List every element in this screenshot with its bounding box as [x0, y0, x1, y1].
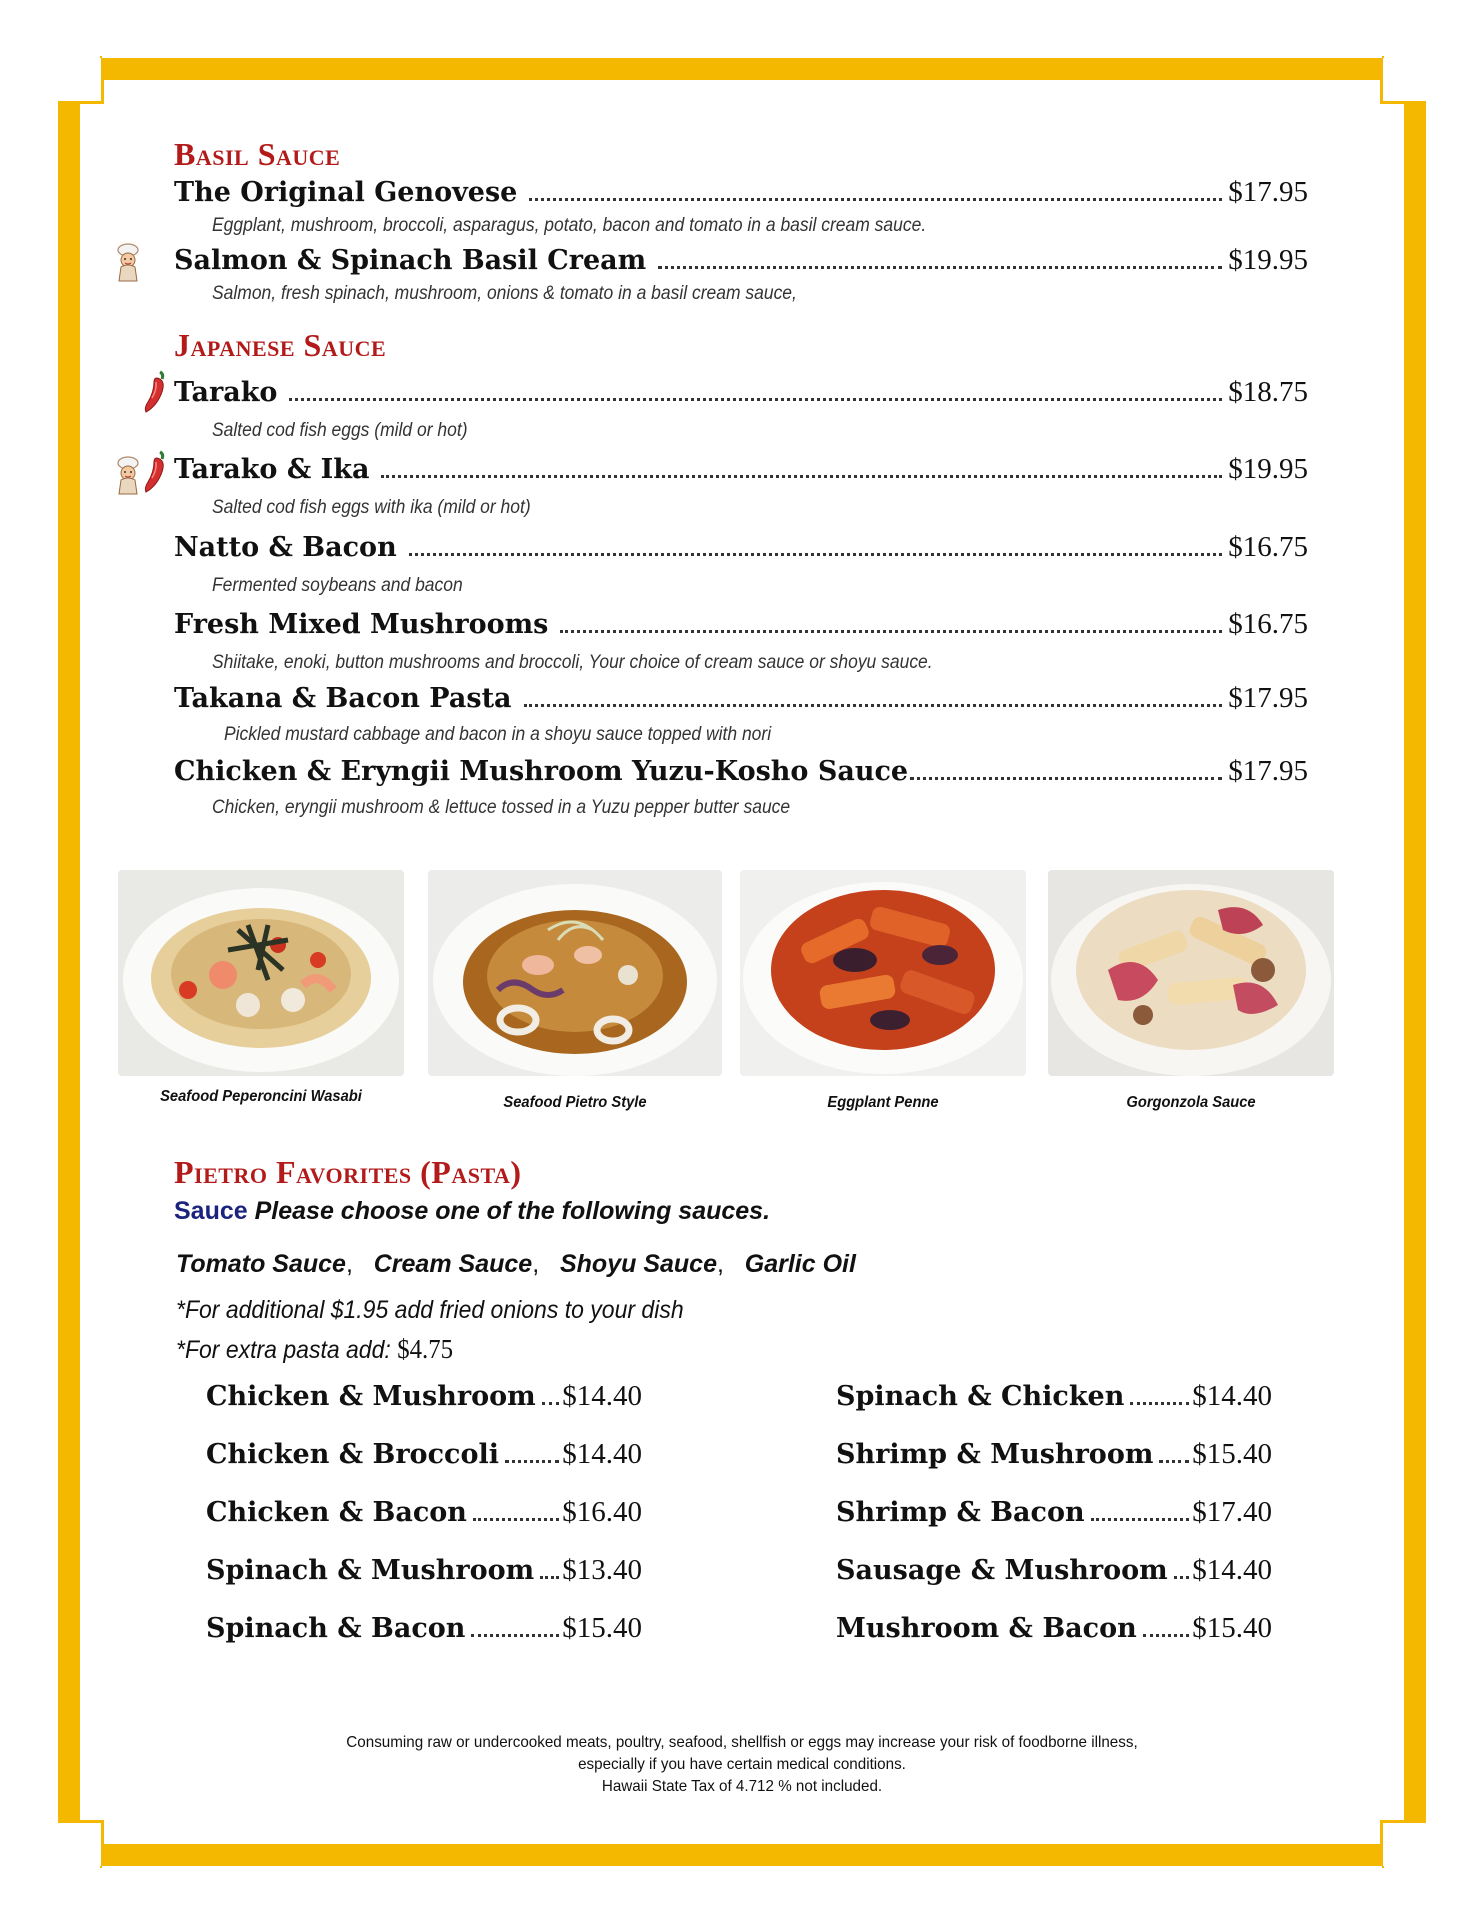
menu-item [174, 376, 1308, 409]
item-name: Mushroom & Bacon [836, 1613, 1137, 1644]
item-price: $15.40 [1192, 1612, 1272, 1644]
item-name: Tarako [174, 377, 278, 408]
item-description: Salted cod fish eggs with ika (mild or hot) [212, 497, 531, 518]
dot-leader [505, 1460, 559, 1463]
chef-icon [113, 456, 143, 496]
photo-caption: Eggplant Penne [827, 1094, 939, 1111]
item-name: Takana & Bacon Pasta [174, 683, 512, 714]
item-price: $16.75 [1228, 531, 1308, 563]
photo-caption: Seafood Pietro Style [503, 1094, 647, 1111]
item-name: Tarako & Ika [174, 454, 370, 485]
photo-caption: Gorgonzola Sauce [1126, 1094, 1256, 1111]
item-price: $14.40 [562, 1438, 642, 1470]
item-description: Shiitake, enoki, button mushrooms and broccoli, Your choice of cream sauce or shoyu sauce. [212, 652, 933, 673]
item-description: Pickled mustard cabbage and bacon in a shoyu sauce topped with nori [224, 724, 772, 745]
pepper-icon [142, 450, 170, 494]
item-price: $14.40 [1192, 1554, 1272, 1586]
dot-leader [542, 1402, 560, 1405]
dot-leader [409, 553, 1223, 556]
item-price: $18.75 [1228, 376, 1308, 408]
dot-leader [524, 704, 1223, 707]
menu-item [174, 244, 1308, 277]
pepper-icon [142, 370, 170, 414]
item-name: Spinach & Bacon [206, 1613, 466, 1644]
sauce-option: Garlic Oil [744, 1250, 856, 1278]
favorite-item [836, 1380, 1272, 1413]
dot-leader [471, 1634, 559, 1637]
footer-line: Hawaii State Tax of 4.712 % not included. [601, 1778, 883, 1795]
menu-item [174, 755, 1308, 788]
item-price: $17.95 [1228, 682, 1308, 714]
item-description: Eggplant, mushroom, broccoli, asparagus, potato, bacon and tomato in a basil cream sauce. [212, 215, 927, 236]
favorite-item [206, 1496, 642, 1529]
section-heading-basil: Basil Sauce [174, 136, 341, 172]
section-heading-favorites: Pietro Favorites (Pasta) [174, 1154, 522, 1190]
item-name: Spinach & Chicken [836, 1381, 1125, 1412]
footer-line: especially if you have certain medical conditions. [578, 1756, 906, 1773]
item-name: Natto & Bacon [174, 532, 397, 563]
favorite-item [206, 1438, 642, 1471]
menu-item [174, 608, 1308, 641]
menu-item [174, 176, 1308, 209]
separator: , [345, 1250, 353, 1278]
menu-item [174, 531, 1308, 564]
footer-disclaimer [37, 1732, 1447, 1798]
sauce-option: Tomato Sauce [176, 1250, 346, 1278]
dot-leader [289, 398, 1222, 401]
dot-leader [910, 777, 1222, 780]
sauce-instruction [174, 1197, 770, 1226]
item-price: $14.40 [1192, 1380, 1272, 1412]
favorite-item [836, 1554, 1272, 1587]
extra-pasta-label: *For extra pasta add: [176, 1336, 391, 1364]
dot-leader [560, 630, 1222, 633]
item-price: $15.40 [1192, 1438, 1272, 1470]
dish-photo-eggplant-penne [740, 870, 1026, 1076]
item-description: Salmon, fresh spinach, mushroom, onions & tomato in a basil cream sauce, [212, 283, 797, 304]
item-price: $14.40 [562, 1380, 642, 1412]
sauce-label: Sauce [174, 1197, 248, 1225]
item-description: Fermented soybeans and bacon [212, 575, 463, 596]
item-description: Salted cod fish eggs (mild or hot) [212, 420, 468, 441]
separator: , [532, 1250, 540, 1278]
photo-caption: Seafood Peperoncini Wasabi [160, 1088, 362, 1105]
note-extra-pasta [176, 1334, 453, 1365]
menu-item [174, 453, 1308, 486]
dot-leader [1143, 1634, 1190, 1637]
item-name: Salmon & Spinach Basil Cream [174, 245, 647, 276]
item-price: $13.40 [562, 1554, 642, 1586]
item-price: $19.95 [1228, 244, 1308, 276]
favorite-item [206, 1612, 642, 1645]
chef-icon [113, 243, 143, 283]
dish-photo-gorgonzola [1048, 870, 1334, 1076]
item-price: $16.40 [562, 1496, 642, 1528]
dot-leader [1091, 1518, 1190, 1521]
item-price: $17.95 [1228, 755, 1308, 787]
dot-leader [381, 475, 1222, 478]
item-price: $17.40 [1192, 1496, 1272, 1528]
note-fried-onions: *For additional $1.95 add fried onions to your dish [176, 1296, 684, 1324]
sauce-options [176, 1250, 856, 1279]
separator: , [716, 1250, 724, 1278]
item-name: Chicken & Mushroom [206, 1381, 536, 1412]
favorite-item [836, 1612, 1272, 1645]
sauce-instruction-text: Please choose one of the following sauces. [254, 1197, 771, 1225]
item-description: Chicken, eryngii mushroom & lettuce tossed in a Yuzu pepper butter sauce [212, 797, 791, 818]
item-price: $15.40 [562, 1612, 642, 1644]
favorite-item [206, 1554, 642, 1587]
item-name: Chicken & Eryngii Mushroom Yuzu-Kosho Sauce [174, 756, 909, 787]
sauce-option: Shoyu Sauce [559, 1250, 717, 1278]
dot-leader [1159, 1460, 1189, 1463]
item-name: Sausage & Mushroom [836, 1555, 1168, 1586]
sauce-option: Cream Sauce [373, 1250, 533, 1278]
dish-photo-seafood-pietro [428, 870, 722, 1076]
footer-line: Consuming raw or undercooked meats, poultry, seafood, shellfish or eggs may increase your risk of foodborne illness, [346, 1734, 1138, 1751]
dot-leader [1174, 1576, 1190, 1579]
dot-leader [1130, 1402, 1189, 1405]
item-name: Spinach & Mushroom [206, 1555, 535, 1586]
item-name: The Original Genovese [174, 177, 518, 208]
item-name: Chicken & Bacon [206, 1497, 467, 1528]
item-price: $16.75 [1228, 608, 1308, 640]
item-name: Shrimp & Mushroom [836, 1439, 1154, 1470]
dot-leader [473, 1518, 559, 1521]
dot-leader [529, 198, 1222, 201]
favorite-item [206, 1380, 642, 1413]
favorite-item [836, 1438, 1272, 1471]
favorite-item [836, 1496, 1272, 1529]
menu-item [174, 682, 1308, 715]
item-price: $17.95 [1228, 176, 1308, 208]
dish-photo-seafood-peperoncini [118, 870, 404, 1076]
item-name: Fresh Mixed Mushrooms [174, 609, 549, 640]
item-name: Shrimp & Bacon [836, 1497, 1085, 1528]
item-price: $19.95 [1228, 453, 1308, 485]
dot-leader [658, 266, 1222, 269]
item-name: Chicken & Broccoli [206, 1439, 499, 1470]
extra-pasta-price: $4.75 [397, 1334, 454, 1364]
dot-leader [540, 1576, 559, 1579]
section-heading-japanese: Japanese Sauce [174, 327, 387, 363]
